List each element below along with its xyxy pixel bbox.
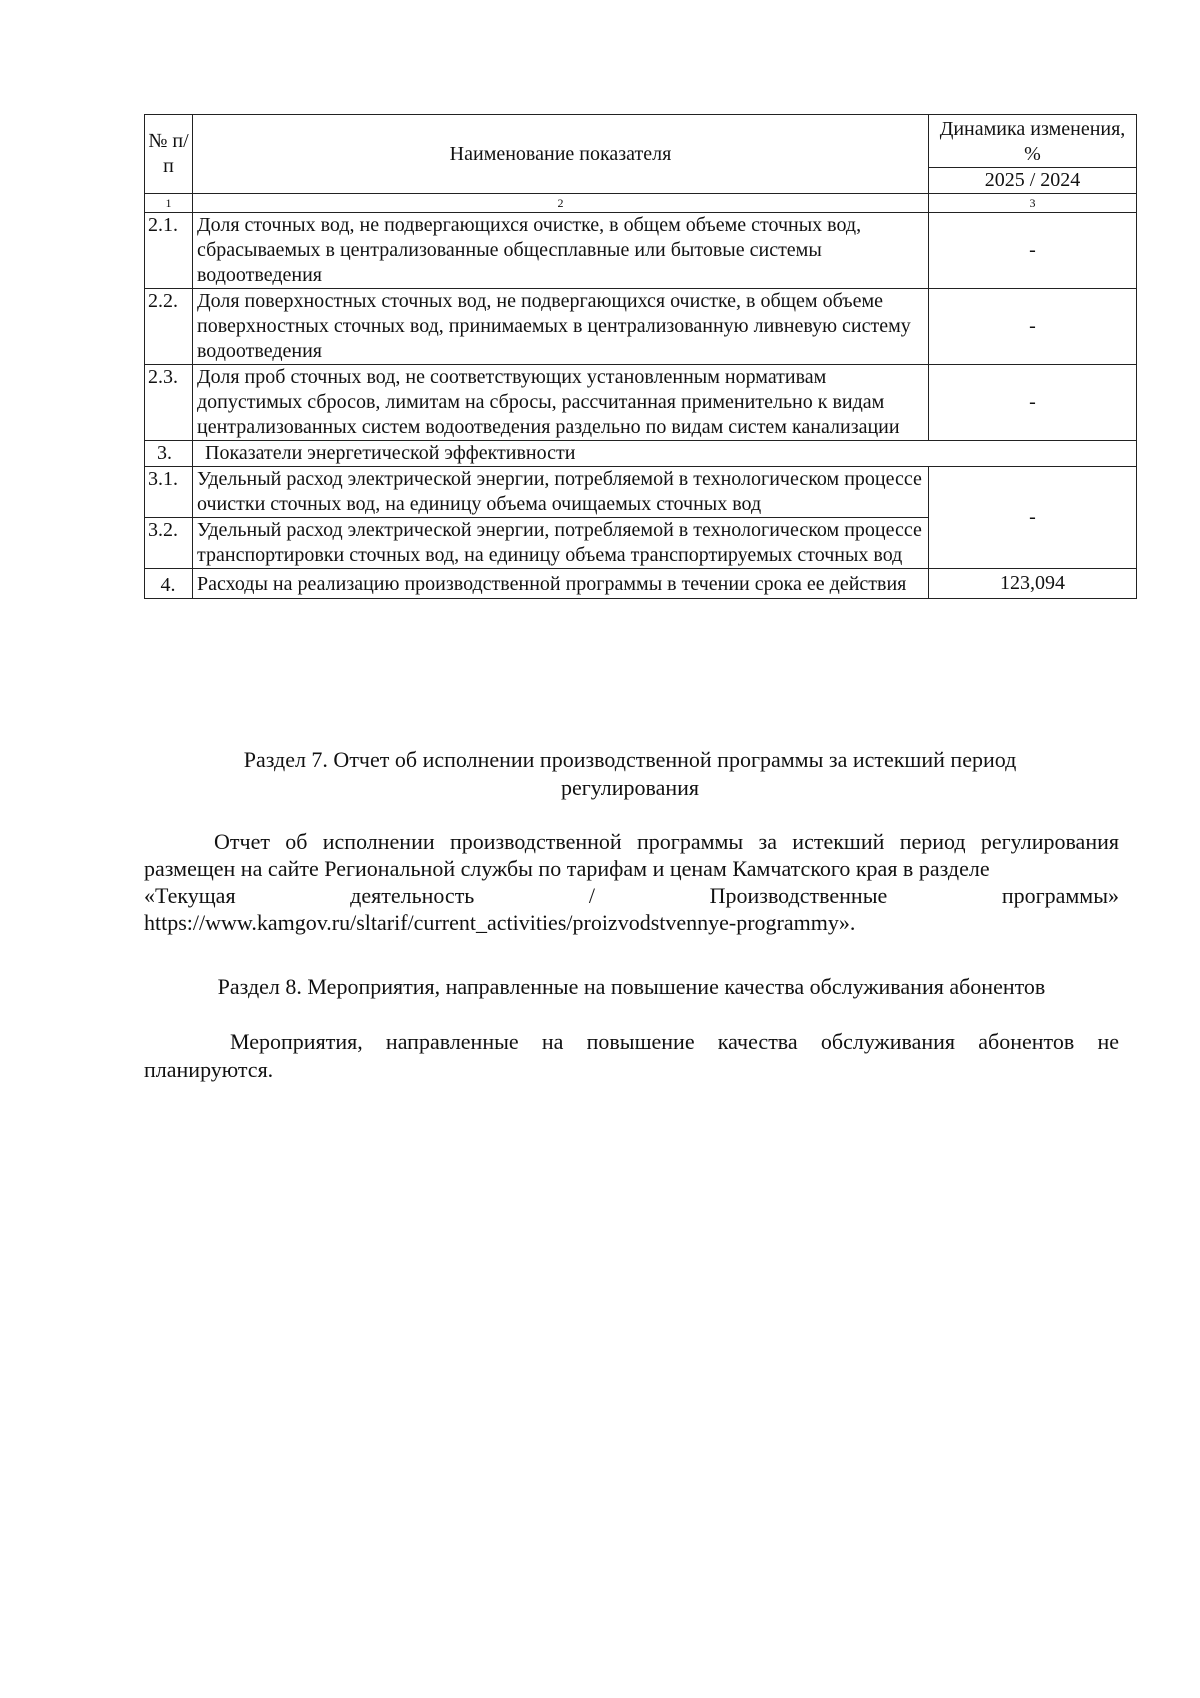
row-value: - bbox=[929, 213, 1137, 289]
row-value: 123,094 bbox=[929, 569, 1137, 599]
row-number: 2.1. bbox=[145, 213, 193, 289]
row-value: - bbox=[929, 365, 1137, 441]
row-value: - bbox=[929, 467, 1137, 569]
section-7-word: Производственные bbox=[709, 883, 888, 908]
header-period: 2025 / 2024 bbox=[929, 168, 1137, 194]
col-number-3: 3 bbox=[929, 194, 1137, 213]
section-8-paragraph bbox=[144, 1028, 1119, 1084]
table-row bbox=[145, 569, 1137, 599]
section-7-word: программы» bbox=[1001, 883, 1119, 908]
row-name: Удельный расход электрической энергии, потребляемой в технологическом процессе транспортировки сточных вод, на единицу объема транспортируемых сточных вод bbox=[193, 518, 929, 569]
indicators-table bbox=[144, 114, 1137, 599]
header-dynamics: Динамика изменения, % bbox=[929, 115, 1137, 168]
row-name: Удельный расход электрической энергии, потребляемой в технологическом процессе очистки сточных вод, на единицу объема очищаемых сточных вод bbox=[193, 467, 929, 518]
section-7-word: «Текущая bbox=[144, 883, 236, 908]
section-7-heading: Раздел 7. Отчет об исполнении производственной программы за истекший период регулирования bbox=[243, 747, 1017, 800]
row-number: 2.3. bbox=[145, 365, 193, 441]
row-number: 3.2. bbox=[145, 518, 193, 569]
section-7-justified-line bbox=[144, 882, 1119, 909]
header-num: № п/п bbox=[145, 115, 193, 194]
section-7-text: Отчет об исполнении производственной программы за истекший период регулирования размещен на сайте Региональной службы по тарифам и ценам Камчатского края в разделе bbox=[144, 829, 1119, 881]
section-7-paragraph bbox=[144, 828, 1119, 936]
row-name: Доля поверхностных сточных вод, не подвергающихся очистке, в общем объеме поверхностных сточных вод, принимаемых в централизованную ливневую систему водоотведения bbox=[193, 289, 929, 365]
table-row bbox=[145, 213, 1137, 289]
section-7-word: деятельность bbox=[350, 883, 475, 908]
table-row bbox=[145, 289, 1137, 365]
section-8-heading: Раздел 8. Мероприятия, направленные на повышение качества обслуживания абонентов bbox=[217, 974, 1046, 999]
section-7-url: https://www.kamgov.ru/sltarif/current_activities/proizvodstvennye-programmy». bbox=[144, 910, 856, 935]
section-8-text: Мероприятия, направленные на повышение качества обслуживания абонентов не планируются. bbox=[144, 1029, 1119, 1082]
row-name: Доля сточных вод, не подвергающихся очистке, в общем объеме сточных вод, сбрасываемых в централизованные общесплавные или бытовые системы водоотведения bbox=[193, 213, 929, 289]
table-header-row bbox=[145, 115, 1137, 168]
column-number-row bbox=[145, 194, 1137, 213]
header-name: Наименование показателя bbox=[193, 115, 929, 194]
col-number-1: 1 bbox=[145, 194, 193, 213]
row-number: 3.1. bbox=[145, 467, 193, 518]
row-number: 3. bbox=[145, 441, 193, 467]
section-7-word: / bbox=[588, 883, 596, 908]
table-row bbox=[145, 365, 1137, 441]
row-number: 2.2. bbox=[145, 289, 193, 365]
row-number: 4. bbox=[145, 569, 193, 599]
row-value: - bbox=[929, 289, 1137, 365]
col-number-2: 2 bbox=[193, 194, 929, 213]
section-row bbox=[145, 441, 1137, 467]
row-name: Расходы на реализацию производственной программы в течении срока ее действия bbox=[193, 569, 929, 599]
table-row bbox=[145, 467, 1137, 518]
row-name: Доля проб сточных вод, не соответствующих установленным нормативам допустимых сбросов, лимитам на сбросы, рассчитанная применительно к видам централизованных систем водоотведения раздельно по видам систем канализации bbox=[193, 365, 929, 441]
section-title: Показатели энергетической эффективности bbox=[193, 441, 1137, 467]
